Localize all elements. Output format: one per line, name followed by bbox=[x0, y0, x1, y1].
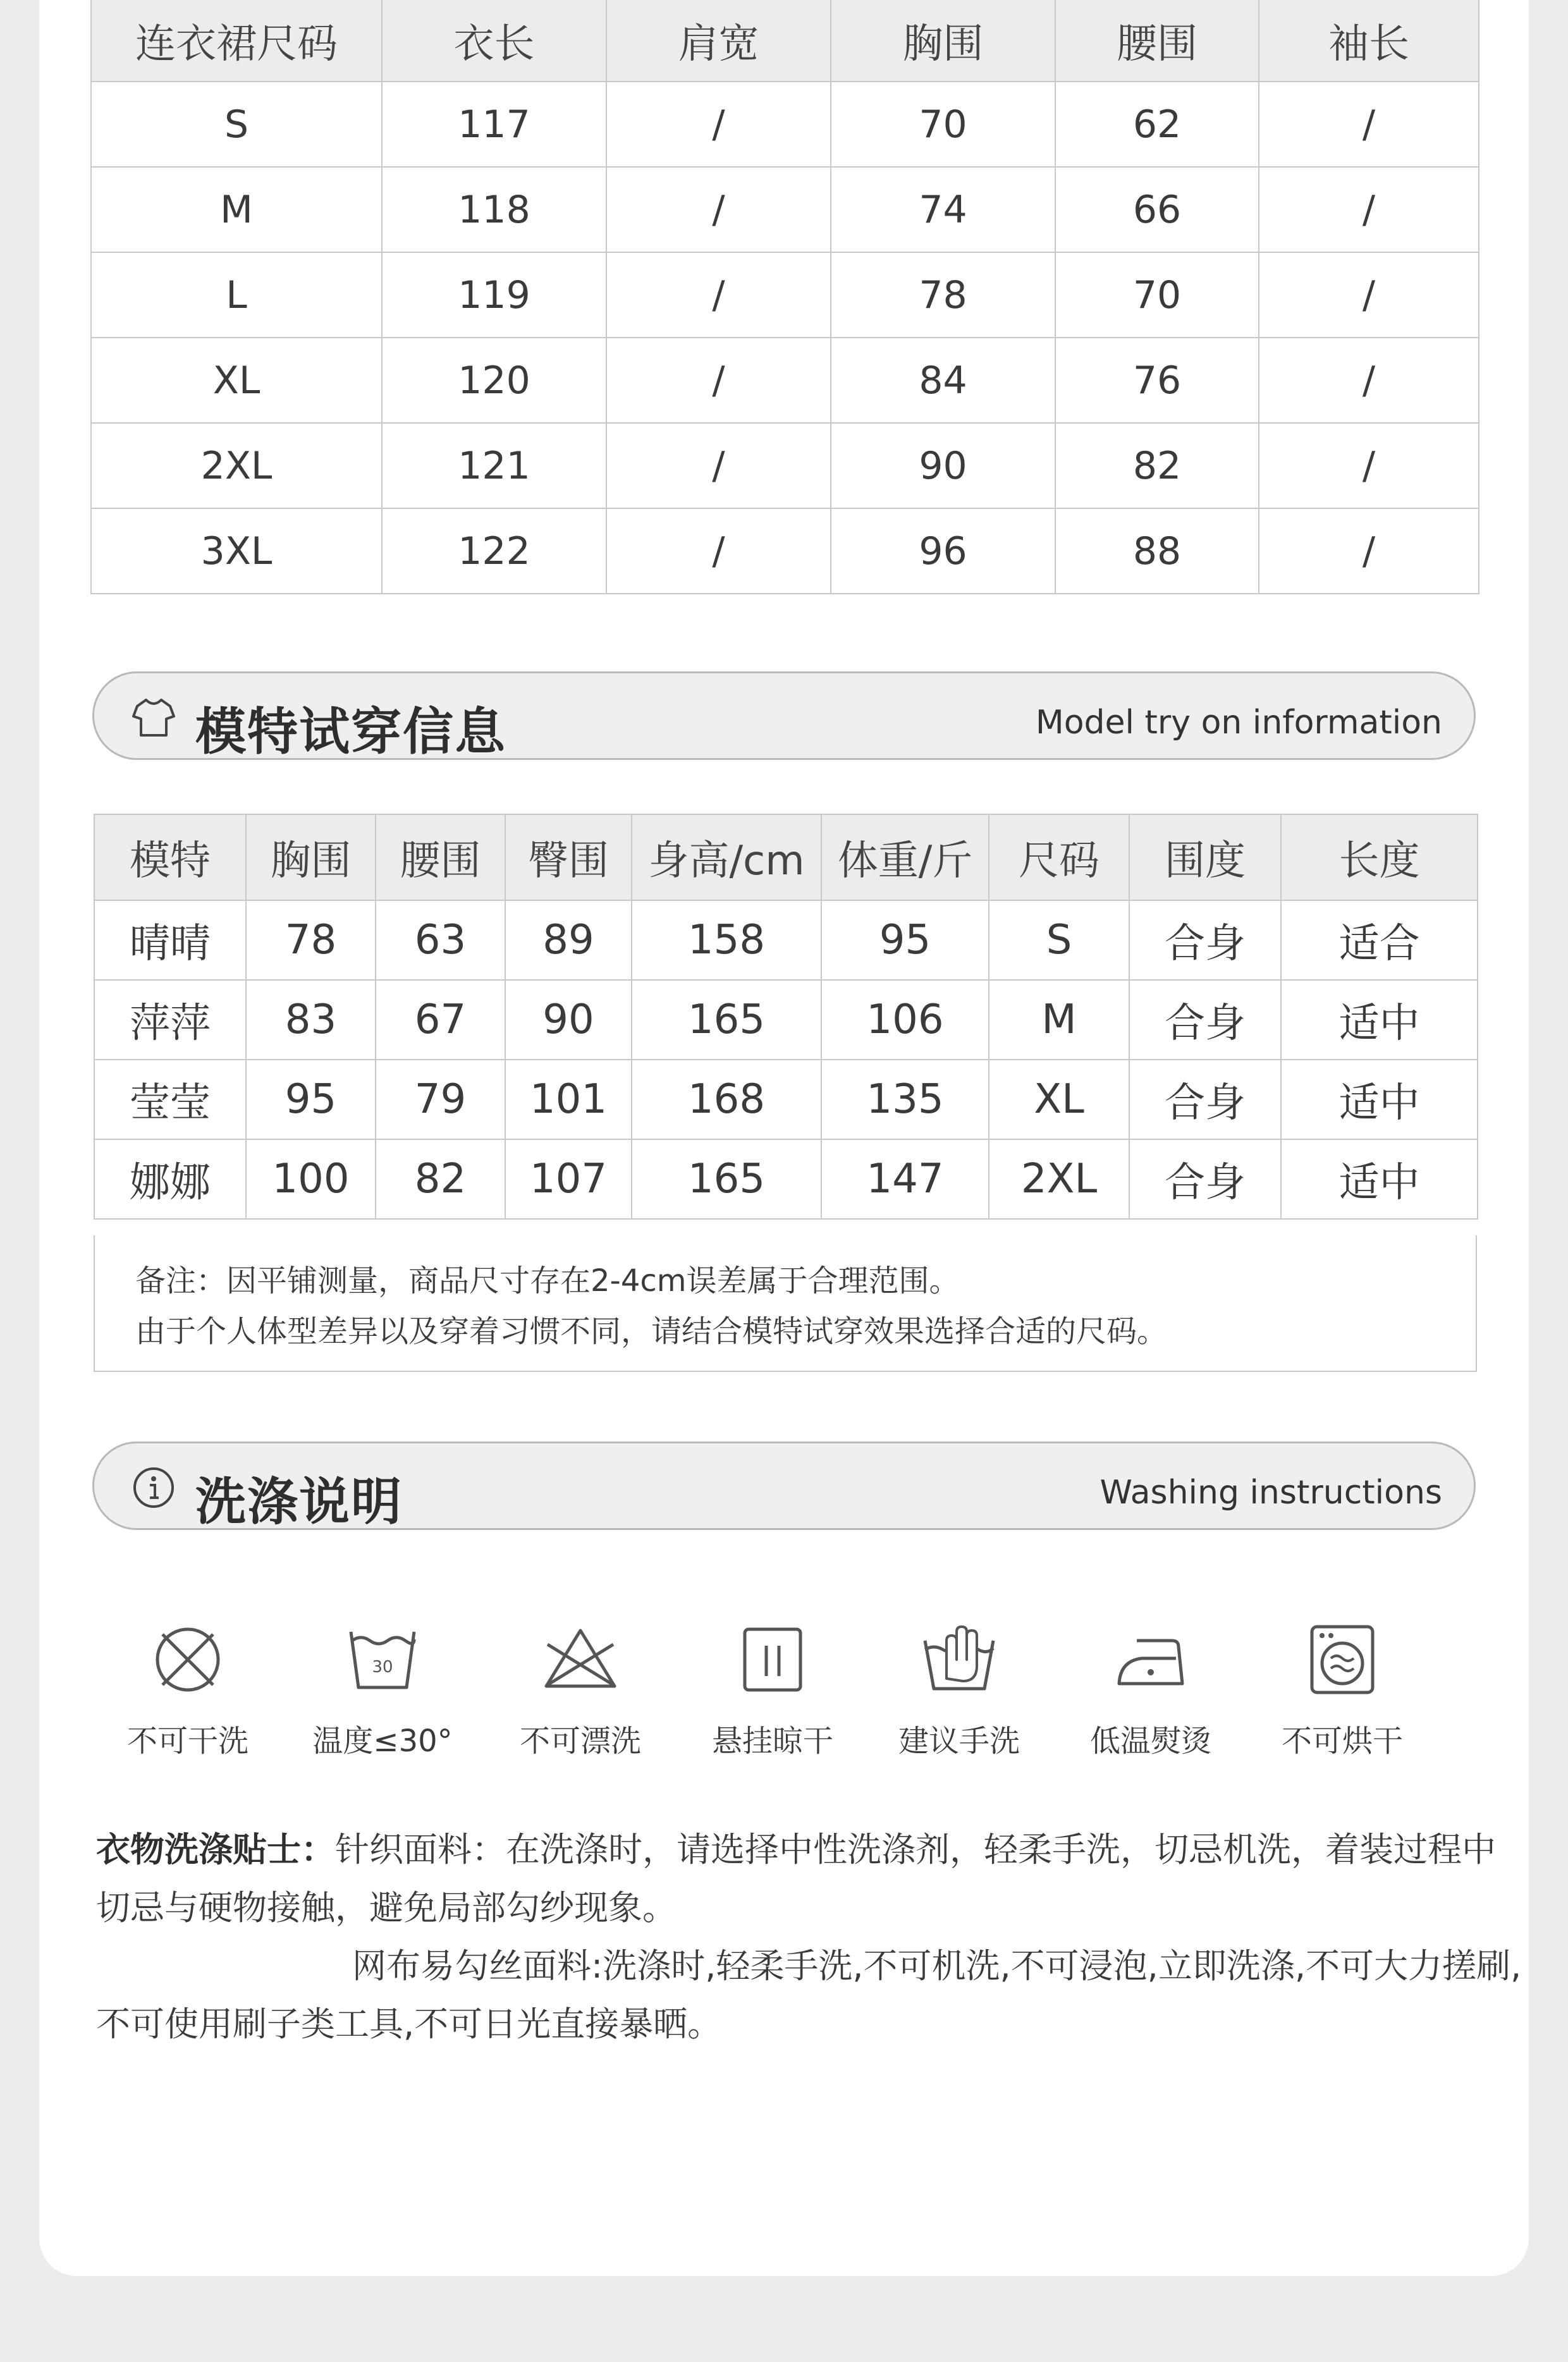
cell: 158 bbox=[632, 900, 821, 980]
cell: S bbox=[989, 900, 1129, 980]
wash-item-no-dry-clean bbox=[109, 1622, 267, 1760]
wash-section-header bbox=[92, 1441, 1476, 1530]
cell: 70 bbox=[831, 82, 1055, 167]
cell: 63 bbox=[376, 900, 505, 980]
header-height: 身高/cm bbox=[632, 814, 821, 900]
wash-label: 悬挂晾干 bbox=[711, 1723, 833, 1759]
cell: 165 bbox=[632, 1139, 821, 1219]
note-line-1: 备注：因平铺测量，商品尺寸存在2-4cm误差属于合理范围。 bbox=[135, 1263, 960, 1299]
cell: / bbox=[606, 252, 831, 338]
wash-section-subtitle: Washing instructions bbox=[1099, 1474, 1442, 1512]
cell: 79 bbox=[376, 1060, 505, 1139]
table-row bbox=[91, 423, 1479, 508]
wash-section-title: 洗涤说明 bbox=[195, 1472, 403, 1531]
header-weight: 体重/斤 bbox=[821, 814, 989, 900]
wash-temp-value: 30 bbox=[372, 1658, 393, 1677]
header-size: 连衣裙尺码 bbox=[91, 0, 382, 82]
wash-tips-mesh bbox=[96, 1937, 1525, 2053]
wash-item-wash-30 bbox=[303, 1622, 462, 1760]
cell: 合身 bbox=[1129, 1139, 1281, 1219]
cell: 83 bbox=[246, 980, 376, 1060]
note-line-2: 由于个人体型差异以及穿着习惯不同，请结合模特试穿效果选择合适的尺码。 bbox=[135, 1314, 1168, 1349]
wash-item-low-iron bbox=[1072, 1622, 1230, 1760]
cell: 莹莹 bbox=[94, 1060, 246, 1139]
size-table bbox=[90, 0, 1479, 594]
cell: M bbox=[989, 980, 1129, 1060]
header-size: 尺码 bbox=[989, 814, 1129, 900]
model-table bbox=[94, 814, 1478, 1220]
cell: L bbox=[91, 252, 382, 338]
cell: 165 bbox=[632, 980, 821, 1060]
table-row bbox=[94, 1060, 1478, 1139]
cell: / bbox=[606, 423, 831, 508]
cell: 106 bbox=[821, 980, 989, 1060]
header-waist: 腰围 bbox=[1055, 0, 1259, 82]
table-row bbox=[91, 82, 1479, 167]
cell: XL bbox=[91, 338, 382, 423]
cell: S bbox=[91, 82, 382, 167]
header-waist: 腰围 bbox=[376, 814, 505, 900]
wash-tips-knit bbox=[96, 1821, 1525, 1937]
cell: 适中 bbox=[1281, 1139, 1478, 1219]
header-model: 模特 bbox=[94, 814, 246, 900]
model-section-subtitle: Model try on information bbox=[1035, 704, 1442, 742]
hand-wash-icon bbox=[921, 1622, 997, 1698]
model-section-header bbox=[92, 671, 1476, 760]
cell: 88 bbox=[1055, 508, 1259, 594]
header-bust: 胸围 bbox=[246, 814, 376, 900]
table-row bbox=[94, 980, 1478, 1060]
cell: / bbox=[1259, 167, 1479, 252]
header-hip: 臀围 bbox=[505, 814, 632, 900]
table-row bbox=[91, 167, 1479, 252]
cell: 82 bbox=[376, 1139, 505, 1219]
cell: 147 bbox=[821, 1139, 989, 1219]
cell: 84 bbox=[831, 338, 1055, 423]
cell: 2XL bbox=[91, 423, 382, 508]
cell: / bbox=[606, 338, 831, 423]
wash-tips-heading: 衣物洗涤贴士： bbox=[96, 1830, 335, 1869]
header-fit: 围度 bbox=[1129, 814, 1281, 900]
cell: 70 bbox=[1055, 252, 1259, 338]
cell: 118 bbox=[382, 167, 606, 252]
model-table-note bbox=[94, 1235, 1477, 1372]
no-tumble-dry-icon bbox=[1304, 1622, 1380, 1698]
cell: / bbox=[1259, 252, 1479, 338]
cell: / bbox=[1259, 338, 1479, 423]
table-row bbox=[94, 900, 1478, 980]
cell: / bbox=[606, 82, 831, 167]
wash-item-hand-wash bbox=[880, 1622, 1038, 1760]
wash-tips-knit-text: 针织面料：在洗涤时，请选择中性洗涤剂，轻柔手洗，切忌机洗，着装过程中切忌与硬物接触，避免局部勾纱现象。 bbox=[96, 1830, 1496, 1928]
cell: 适中 bbox=[1281, 980, 1478, 1060]
cell: 120 bbox=[382, 338, 606, 423]
wash-tips-mesh-text: 网布易勾丝面料:洗涤时,轻柔手洗,不可机洗,不可浸泡,立即洗涤,不可大力搓刷,不可使用刷子类工具,不可日光直接暴晒。 bbox=[96, 1946, 1522, 2044]
cell: 101 bbox=[505, 1060, 632, 1139]
cell: 74 bbox=[831, 167, 1055, 252]
cell: 适中 bbox=[1281, 1060, 1478, 1139]
cell: 95 bbox=[821, 900, 989, 980]
cell: 100 bbox=[246, 1139, 376, 1219]
cell: XL bbox=[989, 1060, 1129, 1139]
table-row bbox=[94, 1139, 1478, 1219]
wash-label: 不可烘干 bbox=[1281, 1723, 1403, 1759]
cell: 89 bbox=[505, 900, 632, 980]
no-dry-clean-icon bbox=[150, 1622, 226, 1698]
no-bleach-icon bbox=[542, 1622, 618, 1698]
header-bust: 胸围 bbox=[831, 0, 1055, 82]
cell: 107 bbox=[505, 1139, 632, 1219]
table-row bbox=[91, 252, 1479, 338]
cell: 2XL bbox=[989, 1139, 1129, 1219]
info-icon bbox=[131, 1465, 176, 1510]
cell: 168 bbox=[632, 1060, 821, 1139]
cell: / bbox=[606, 167, 831, 252]
header-length: 长度 bbox=[1281, 814, 1478, 900]
cell: 90 bbox=[831, 423, 1055, 508]
cell: 76 bbox=[1055, 338, 1259, 423]
wash-item-no-bleach bbox=[501, 1622, 659, 1760]
cell: 78 bbox=[831, 252, 1055, 338]
cell: 78 bbox=[246, 900, 376, 980]
wash-item-no-tumble-dry bbox=[1263, 1622, 1421, 1760]
header-sleeve: 袖长 bbox=[1259, 0, 1479, 82]
cell: 82 bbox=[1055, 423, 1259, 508]
cell: 119 bbox=[382, 252, 606, 338]
cell: 适合 bbox=[1281, 900, 1478, 980]
cell: 合身 bbox=[1129, 900, 1281, 980]
cell: 135 bbox=[821, 1060, 989, 1139]
cell: / bbox=[1259, 82, 1479, 167]
cell: / bbox=[1259, 423, 1479, 508]
cell: 67 bbox=[376, 980, 505, 1060]
size-table-header bbox=[91, 0, 1479, 82]
table-row bbox=[91, 338, 1479, 423]
cell: 娜娜 bbox=[94, 1139, 246, 1219]
cell: 3XL bbox=[91, 508, 382, 594]
model-table-header bbox=[94, 814, 1478, 900]
cell: 95 bbox=[246, 1060, 376, 1139]
cell: 晴晴 bbox=[94, 900, 246, 980]
cell: 117 bbox=[382, 82, 606, 167]
table-row bbox=[91, 508, 1479, 594]
cell: 萍萍 bbox=[94, 980, 246, 1060]
cell: / bbox=[1259, 508, 1479, 594]
tshirt-icon bbox=[131, 695, 176, 740]
cell: 122 bbox=[382, 508, 606, 594]
header-shoulder: 肩宽 bbox=[606, 0, 831, 82]
cell: 96 bbox=[831, 508, 1055, 594]
cell: 121 bbox=[382, 423, 606, 508]
wash-30-icon bbox=[345, 1622, 420, 1698]
wash-label: 不可漂洗 bbox=[519, 1723, 641, 1759]
low-iron-icon bbox=[1113, 1622, 1189, 1698]
wash-label: 不可干洗 bbox=[126, 1723, 248, 1759]
cell: M bbox=[91, 167, 382, 252]
wash-label: 低温熨烫 bbox=[1089, 1723, 1211, 1759]
cell: / bbox=[606, 508, 831, 594]
wash-label: 建议手洗 bbox=[898, 1723, 1020, 1759]
cell: 合身 bbox=[1129, 980, 1281, 1060]
wash-item-hang-dry bbox=[694, 1622, 852, 1760]
cell: 合身 bbox=[1129, 1060, 1281, 1139]
cell: 62 bbox=[1055, 82, 1259, 167]
model-section-title: 模特试穿信息 bbox=[195, 702, 506, 761]
cell: 66 bbox=[1055, 167, 1259, 252]
hang-dry-icon bbox=[735, 1622, 811, 1698]
cell: 90 bbox=[505, 980, 632, 1060]
header-length: 衣长 bbox=[382, 0, 606, 82]
wash-label: 温度≤30° bbox=[312, 1723, 453, 1759]
